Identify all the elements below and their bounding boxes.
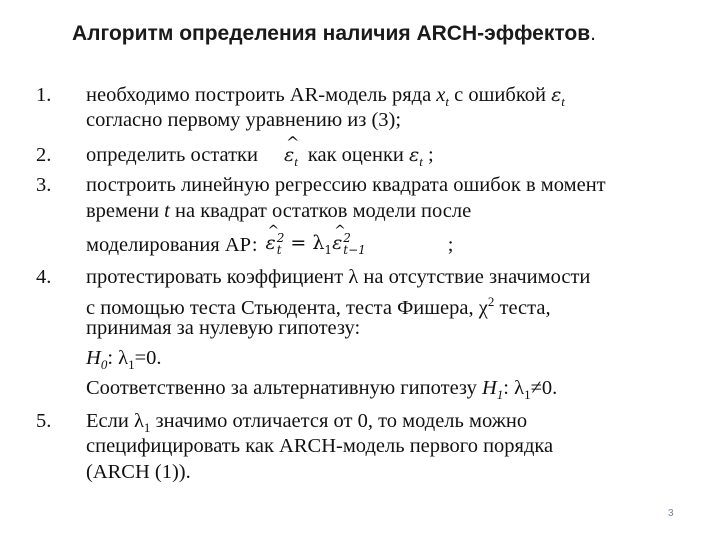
list-number-2: 2.: [36, 144, 52, 166]
list-number-1: 1.: [36, 84, 52, 106]
list-item-4-line-3: принимая за нулевую гипотезу:: [86, 317, 361, 339]
list-item-1-line-2: согласно первому уравнению из (3);: [86, 109, 402, 131]
list-item-3-line-3: [86, 231, 453, 262]
formula-rhs: ^ ε: [332, 231, 342, 255]
item-text: значимо отличается от 0, то модель можно: [150, 410, 528, 432]
item-text: на квадрат остатков модели после: [169, 200, 472, 222]
item-text: необходимо построить AR-модель ряда: [86, 84, 437, 106]
variable-epsilon: ε: [409, 144, 420, 166]
item-text: как оценки: [307, 144, 410, 166]
subscript-t: t: [445, 94, 450, 110]
list-item-4-line-1: [86, 265, 590, 289]
alternative-hypothesis: [86, 376, 557, 407]
item-text: протестировать коэффициент: [86, 266, 349, 288]
formula-rhs-index: t−1: [343, 243, 366, 257]
formula-lhs-power: 2: [276, 231, 285, 245]
lambda-index: 1: [143, 420, 151, 436]
hypothesis-index: 1: [496, 387, 504, 403]
lambda-symbol: λ: [348, 266, 359, 288]
slide-title-text: Алгоритм определения наличия ARCH-эффектов: [72, 22, 591, 45]
slide-title: [72, 22, 692, 46]
item-text: определить остатки: [86, 144, 258, 166]
list-number-5: 5.: [36, 410, 52, 432]
item-text: Если: [86, 410, 134, 432]
list-number-4: 4.: [36, 266, 52, 288]
list-item-3-line-1: построить линейную регрессию квадрата ошибок в момент: [86, 174, 606, 196]
residual-epsilon-hat: ^ ε: [284, 143, 294, 167]
variable-epsilon: ε: [551, 84, 562, 106]
item-text: с ошибкой: [449, 84, 552, 106]
variable-t: t: [164, 200, 170, 222]
hypothesis-h: H: [86, 347, 101, 369]
slide-title-dot: .: [590, 22, 596, 45]
list-item-5-line-3: (ARCH (1)).: [86, 461, 191, 483]
item-text: теста,: [494, 296, 551, 319]
lambda-symbol: λ: [514, 377, 525, 399]
list-item-5-line-2: специфицировать как ARCH-модель первого порядка: [86, 435, 554, 457]
hypothesis-index: 0: [100, 357, 108, 373]
subscript-t: t: [294, 154, 298, 170]
lambda-index: 1: [128, 357, 135, 373]
item-text: :: [107, 347, 119, 369]
lambda-symbol: λ: [118, 347, 129, 369]
arch-formula: [266, 231, 366, 262]
formula-equals: =: [284, 232, 313, 254]
formula-lambda-index: 1: [324, 242, 333, 257]
item-text: :: [503, 377, 515, 399]
item-text: ;: [447, 234, 454, 257]
formula-lambda: λ: [312, 232, 325, 254]
chi-symbol: χ: [478, 296, 488, 319]
item-text: Соответственно за альтернативную гипотезу: [86, 377, 482, 399]
item-text: ≠0.: [530, 377, 558, 399]
list-item-2-line-1: [86, 143, 434, 174]
formula-rhs-indices: [343, 232, 366, 256]
item-text: времени: [86, 200, 165, 222]
formula-lhs-index: t: [276, 243, 282, 257]
formula-lhs: ^ ε: [266, 231, 276, 255]
lambda-symbol: λ: [133, 410, 144, 432]
hypothesis-h: H: [481, 377, 497, 399]
lambda-index: 1: [524, 387, 531, 403]
subscript-t: t: [561, 94, 565, 110]
page-number: 3: [668, 508, 674, 519]
item-text: моделирования АР:: [86, 234, 258, 257]
item-text: на отсутствие значимости: [358, 266, 591, 288]
subscript-t: t: [419, 154, 423, 170]
item-text: с помощью теста Стьюдента, теста Фишера,: [86, 296, 479, 319]
variable-x: x: [436, 84, 446, 106]
item-text: =0.: [134, 347, 162, 369]
formula-rhs-power: 2: [343, 231, 351, 245]
list-number-3: 3.: [36, 174, 52, 196]
null-hypothesis: [86, 346, 162, 377]
chi-power: 2: [487, 294, 495, 309]
item-text: ;: [422, 144, 434, 166]
